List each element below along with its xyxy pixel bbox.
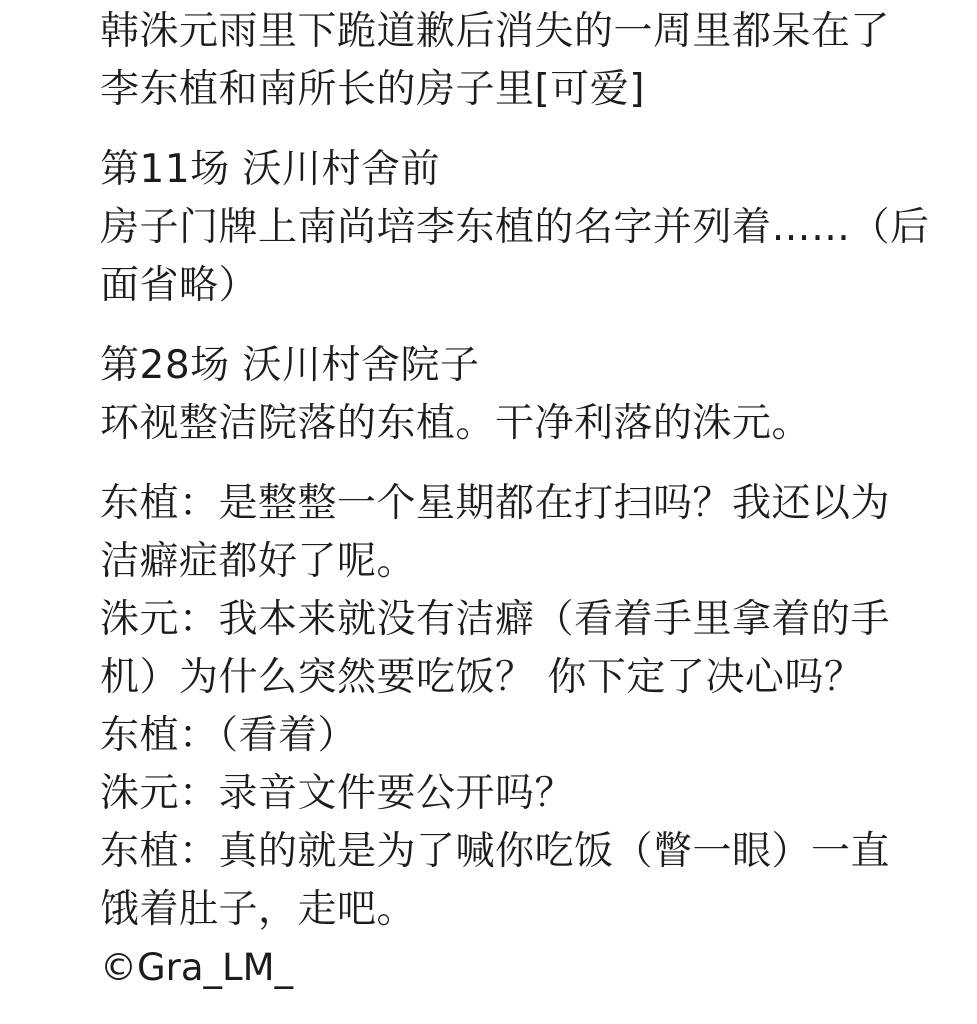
dialogue-line: 饿着肚子，走吧。	[100, 887, 417, 932]
dialogue-line: 洁癖症都好了呢。	[100, 539, 417, 584]
dialogue-line: 洙元：录音文件要公开吗？	[100, 771, 575, 816]
intro-line-2: 李东植和南所长的房子里[可爱]	[100, 67, 645, 112]
scene-11-heading: 第11场 沃川村舍前	[100, 147, 441, 192]
author-signature: ©Gra_LM_	[100, 946, 294, 989]
scene-28-paragraph	[100, 337, 930, 453]
scene-11-line-1: 房子门牌上南尚培李东植的名字并列着……（后	[100, 205, 930, 250]
paragraph-gap	[100, 119, 930, 141]
scene-28-line: 环视整洁院落的东植。干净利落的洙元。	[100, 401, 812, 446]
intro-paragraph	[100, 0, 930, 119]
scene-11-paragraph	[100, 141, 930, 315]
dialogue-line: 东植：（看着）	[100, 713, 358, 758]
scene-28-heading: 第28场 沃川村舍院子	[100, 343, 480, 388]
document-body	[100, 0, 930, 997]
paragraph-gap	[100, 315, 930, 337]
dialogue-line: 东植：是整整一个星期都在打扫吗？我还以为	[100, 481, 891, 526]
intro-line-1: 韩洙元雨里下跪道歉后消失的一周里都呆在了	[100, 9, 891, 54]
dialogue-paragraph	[100, 475, 930, 997]
dialogue-line: 机）为什么突然要吃饭？ 你下定了决心吗？	[100, 655, 864, 700]
dialogue-line: 东植：真的就是为了喊你吃饭（瞥一眼）一直	[100, 829, 891, 874]
dialogue-line: 洙元：我本来就没有洁癖（看着手里拿着的手	[100, 597, 891, 642]
scene-11-line-2: 面省略）	[100, 263, 259, 308]
paragraph-gap	[100, 453, 930, 475]
